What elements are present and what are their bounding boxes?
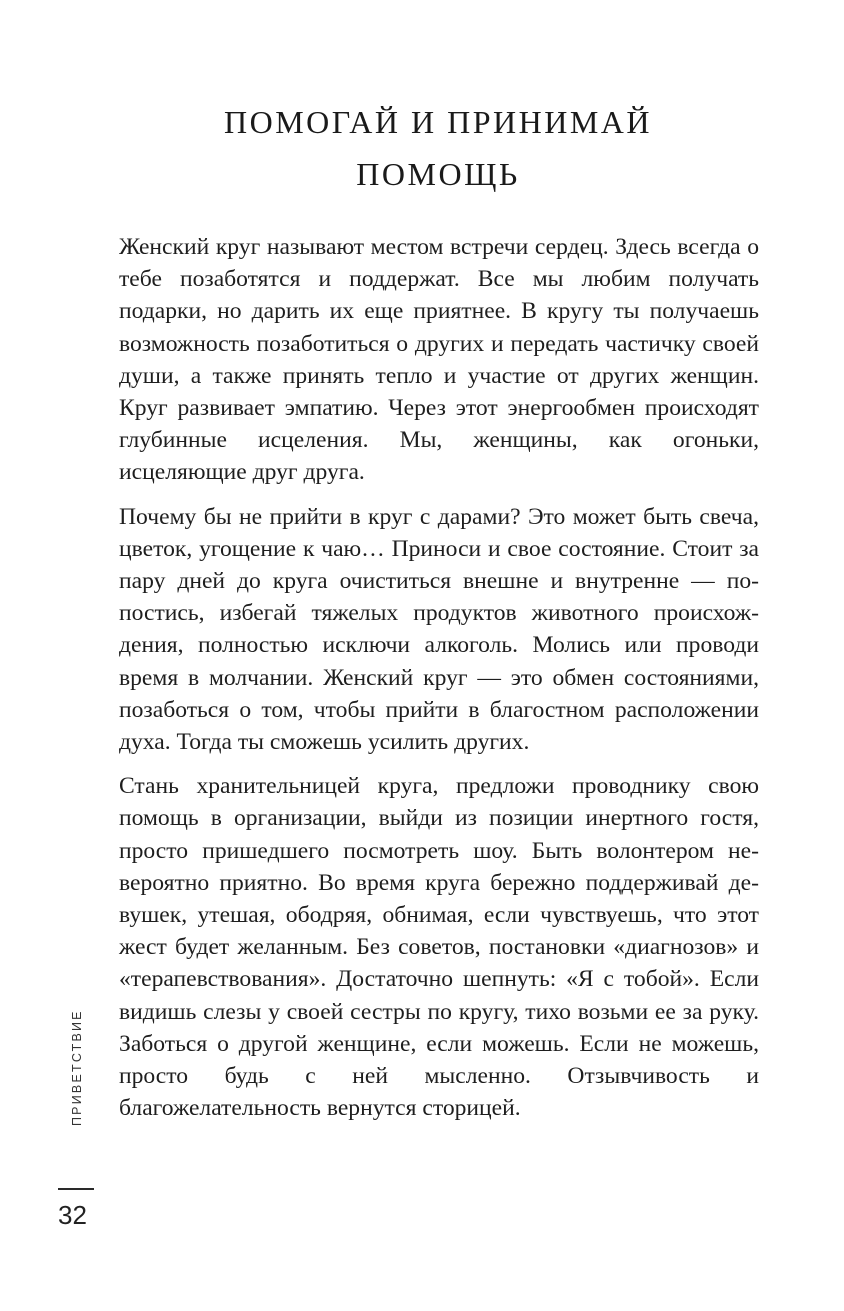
footer-divider: [58, 1188, 94, 1190]
chapter-heading-line-1: ПОМОГАЙ И ПРИНИМАЙ: [223, 104, 653, 140]
chapter-heading-line-2: ПОМОЩЬ: [356, 156, 520, 192]
chapter-heading: [118, 96, 758, 200]
paragraph-1: Женский круг называют местом встречи сердец. Здесь всегда о тебе позаботятся и поддержат. Все мы любим получать подарки, но дарить их еще приятнее. В кругу ты получаешь возможность позаботиться о других и передать частичку своей души, а также принять тепло и участие от других женщин. Круг развивает эмпатию. Через этот энергообмен происходят глубинные исцеления. Мы, женщины, как огоньки, исцеляющие друг друга.: [119, 234, 759, 486]
body-text: [119, 231, 759, 1136]
running-section-label: ПРИВЕТСТВИЕ: [70, 1009, 84, 1126]
page-number: 32: [58, 1200, 87, 1230]
paragraph-3: Стань хранительницей круга, предложи проводнику свою помощь в организации, выйди из позиции инертного гостя, просто пришедшего посмотреть шоу. Быть волонтером невероятно приятно. Во время круга бережно поддерживай девушек, утешая, ободряя, обнимая, если чувствуешь, что этот жест будет желанным. Без советов, постановки «диагнозов» и «терапевствования». Достаточно шепнуть: «Я с тобой». Если видишь слезы у своей сестры по кругу, тихо возьми ее за руку. Заботься о другой женщине, если можешь. Если не можешь, просто будь с ней мысленно. Отзывчивость и благожелательность вернутся сторицей.: [119, 773, 759, 1122]
paragraph-2: Почему бы не прийти в круг с дарами? Это может быть свеча, цветок, угощение к чаю… Приноси и свое состояние. Стоит за пару дней до круга очиститься внешне и внутренне — попостись, избегай тяжелых продуктов животного происхождения, полностью исключи алкоголь. Молись или проводи время в молчании. Женский круг — это обмен состояниями, позаботься о том, чтобы прийти в благостном расположении духа. Тогда ты сможешь усилить других.: [119, 503, 759, 756]
